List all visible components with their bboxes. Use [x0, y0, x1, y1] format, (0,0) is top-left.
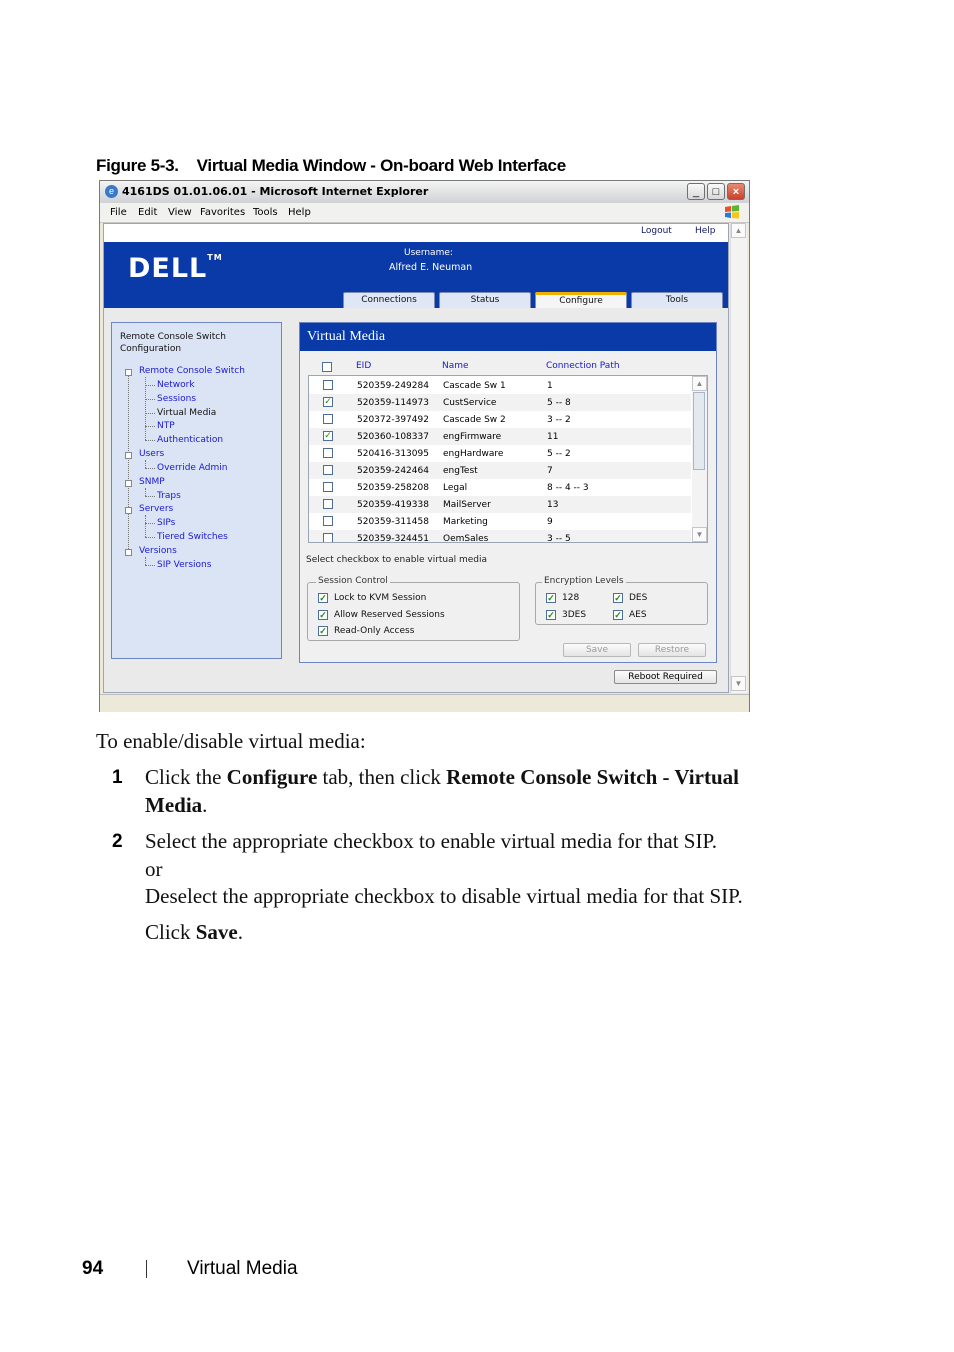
column-eid[interactable]: EID [356, 361, 372, 371]
table-row[interactable] [309, 428, 691, 445]
cell-eid: 520359-242464 [357, 466, 429, 476]
tree-line [128, 375, 129, 551]
step-1-text-cont: Media. [145, 793, 208, 817]
browser-scrollbar[interactable] [730, 223, 747, 693]
collapse-icon[interactable] [125, 480, 132, 487]
scroll-down-icon[interactable]: ▼ [692, 527, 707, 542]
read-only-checkbox[interactable]: ✓ [319, 626, 327, 636]
encryption-legend: Encryption Levels [544, 576, 624, 586]
cell-path: 3 -- 2 [547, 415, 571, 425]
session-control-group [307, 576, 520, 641]
row-checkbox[interactable] [323, 465, 333, 475]
nav-virtual-media[interactable]: Virtual Media [157, 408, 217, 418]
enc-3des-checkbox[interactable]: ✓ [547, 610, 555, 620]
table-row[interactable] [309, 479, 691, 496]
minimize-icon[interactable]: _ [687, 183, 705, 200]
cell-eid: 520359-311458 [357, 517, 429, 527]
scroll-up-icon[interactable]: ▲ [731, 223, 746, 238]
nav-ntp[interactable]: NTP [157, 421, 175, 431]
step-1-text: Click the Configure tab, then click Remote Console Switch - Virtual [145, 765, 739, 789]
cell-name: Marketing [443, 517, 488, 527]
cell-path: 5 -- 8 [547, 398, 571, 408]
figure-number: Figure 5-3. [96, 156, 179, 175]
row-checkbox[interactable] [323, 380, 333, 390]
table-row[interactable] [309, 445, 691, 462]
cell-path: 3 -- 5 [547, 534, 571, 543]
enc-des-label: DES [629, 593, 648, 603]
nav-users[interactable]: Users [139, 449, 165, 459]
table-row[interactable] [309, 377, 691, 394]
cell-eid: 520359-324451 [357, 534, 429, 543]
nav-traps[interactable]: Traps [157, 491, 181, 501]
nav-heading-2: Configuration [120, 344, 182, 354]
step-2-select-text: Select the appropriate checkbox to enable virtual media for that SIP. [145, 829, 718, 853]
menu-tools[interactable]: Tools [253, 207, 278, 218]
page-viewport [103, 223, 729, 693]
cell-path: 7 [547, 466, 553, 476]
nav-tiered-switches[interactable]: Tiered Switches [157, 532, 228, 542]
cell-path: 1 [547, 381, 553, 391]
top-links [104, 224, 728, 242]
cell-eid: 520359-249284 [357, 381, 429, 391]
enc-3des-label: 3DES [562, 610, 587, 620]
cell-path: 11 [547, 432, 559, 442]
footer-section-title: Virtual Media [187, 1258, 298, 1279]
allow-reserved-label: Allow Reserved Sessions [334, 610, 445, 620]
tab-tools[interactable]: Tools [631, 292, 723, 308]
table-row[interactable] [309, 513, 691, 530]
nav-network[interactable]: Network [157, 380, 195, 390]
status-bar [100, 694, 749, 712]
nav-sessions[interactable]: Sessions [157, 394, 197, 404]
step-2-click-save: Click Save. [145, 920, 243, 944]
figure-caption [96, 156, 566, 176]
cell-name: Cascade Sw 1 [443, 381, 506, 391]
encryption-group [535, 576, 708, 625]
cell-eid: 520359-258208 [357, 483, 429, 493]
row-checkbox[interactable]: ✓ [324, 397, 332, 407]
browser-window [99, 180, 750, 712]
cell-name: MailServer [443, 500, 491, 510]
menu-help[interactable]: Help [288, 207, 311, 218]
footer-divider [146, 1260, 147, 1278]
cell-name: Legal [443, 483, 468, 493]
restore-button[interactable]: Restore [638, 643, 706, 657]
nav-servers[interactable]: Servers [139, 504, 174, 514]
intro-text: To enable/disable virtual media: [96, 729, 366, 753]
windows-logo-icon [724, 205, 740, 219]
nav-versions[interactable]: Versions [139, 546, 177, 556]
cell-path: 13 [547, 500, 559, 510]
table-row[interactable] [309, 462, 691, 479]
step-2-number: 2 [112, 831, 123, 852]
menu-bar [100, 203, 749, 223]
scroll-up-icon[interactable]: ▲ [692, 376, 707, 391]
table-row[interactable] [309, 411, 691, 428]
read-only-label: Read-Only Access [334, 626, 415, 636]
sidebar-nav [111, 322, 282, 659]
collapse-icon[interactable] [125, 507, 132, 514]
ie-icon: e [105, 185, 118, 198]
collapse-icon[interactable] [125, 369, 132, 376]
table-row[interactable] [309, 530, 691, 543]
nav-override-admin[interactable]: Override Admin [157, 463, 228, 473]
enc-128-checkbox[interactable]: ✓ [547, 593, 555, 603]
nav-remote-console-switch[interactable]: Remote Console Switch [139, 366, 245, 376]
cell-eid: 520359-419338 [357, 500, 429, 510]
collapse-icon[interactable] [125, 452, 132, 459]
menu-view[interactable]: View [168, 207, 192, 218]
cell-name: CustService [443, 398, 497, 408]
step-2-or: or [145, 857, 163, 881]
save-button[interactable]: Save [563, 643, 631, 657]
panel-title: Virtual Media [300, 323, 716, 351]
virtual-media-panel [299, 322, 717, 663]
row-checkbox[interactable]: ✓ [324, 431, 332, 441]
cell-eid: 520416-313095 [357, 449, 429, 459]
maximize-icon[interactable]: □ [707, 183, 725, 200]
window-title: 4161DS 01.01.06.01 - Microsoft Internet Explorer [122, 185, 429, 198]
help-link[interactable]: Help [695, 226, 716, 236]
cell-eid: 520359-114973 [357, 398, 429, 408]
table-row[interactable] [309, 394, 691, 411]
scroll-thumb[interactable] [693, 392, 705, 470]
cell-name: Cascade Sw 2 [443, 415, 506, 425]
reboot-required-button[interactable]: Reboot Required [614, 670, 717, 684]
username-label: Username: [404, 248, 453, 258]
tab-connections[interactable]: Connections [343, 292, 435, 308]
hint-text: Select checkbox to enable virtual media [306, 555, 488, 565]
session-control-legend: Session Control [318, 576, 388, 586]
enc-128-label: 128 [562, 593, 580, 603]
menu-edit[interactable]: Edit [138, 207, 158, 218]
collapse-icon[interactable] [125, 549, 132, 556]
step-1-number: 1 [112, 767, 123, 788]
cell-name: OemSales [443, 534, 489, 543]
cell-eid: 520372-397492 [357, 415, 429, 425]
menu-file[interactable]: File [110, 207, 127, 218]
lock-kvm-label: Lock to KVM Session [334, 593, 427, 603]
tab-configure[interactable]: Configure [535, 292, 627, 308]
row-checkbox[interactable] [323, 482, 333, 492]
nav-snmp[interactable]: SNMP [139, 477, 165, 487]
enc-aes-label: AES [629, 610, 647, 620]
row-checkbox[interactable] [323, 499, 333, 509]
allow-reserved-checkbox[interactable]: ✓ [319, 610, 327, 620]
nav-sips[interactable]: SIPs [157, 518, 176, 528]
enc-des-checkbox[interactable]: ✓ [614, 593, 622, 603]
enc-aes-checkbox[interactable]: ✓ [614, 610, 622, 620]
username-value: Alfred E. Neuman [389, 262, 473, 273]
cell-name: engTest [443, 466, 478, 476]
table-row[interactable] [309, 496, 691, 513]
column-connection-path[interactable]: Connection Path [546, 361, 620, 371]
row-checkbox[interactable] [323, 414, 333, 424]
content-area [104, 308, 728, 692]
cell-name: engFirmware [443, 432, 502, 442]
close-icon[interactable]: × [727, 183, 745, 200]
row-checkbox[interactable] [323, 516, 333, 526]
title-bar [100, 181, 749, 204]
row-checkbox[interactable] [323, 448, 333, 458]
lock-kvm-checkbox[interactable]: ✓ [319, 593, 327, 603]
step-2-deselect-text: Deselect the appropriate checkbox to disable virtual media for that SIP. [145, 884, 743, 908]
menu-favorites[interactable]: Favorites [200, 207, 246, 218]
header-banner [104, 242, 728, 308]
sip-list [308, 375, 708, 543]
page-number: 94 [82, 1258, 104, 1279]
cell-path: 5 -- 2 [547, 449, 571, 459]
scroll-down-icon[interactable]: ▼ [731, 676, 746, 691]
cell-eid: 520360-108337 [357, 432, 429, 442]
nav-sip-versions[interactable]: SIP Versions [157, 560, 212, 570]
nav-authentication[interactable]: Authentication [157, 435, 224, 445]
figure-title: Virtual Media Window - On-board Web Interface [196, 156, 566, 175]
tab-status[interactable]: Status [439, 292, 531, 308]
row-checkbox[interactable] [323, 533, 333, 543]
column-name[interactable]: Name [442, 361, 469, 371]
nav-heading: Remote Console Switch [120, 332, 226, 342]
list-scrollbar[interactable] [692, 376, 707, 542]
cell-path: 8 -- 4 -- 3 [547, 483, 589, 493]
cell-name: engHardware [443, 449, 504, 459]
dell-logo: DELL™ [128, 253, 223, 284]
cell-path: 9 [547, 517, 553, 527]
logout-link[interactable]: Logout [641, 226, 672, 236]
select-all-checkbox[interactable] [322, 362, 332, 372]
